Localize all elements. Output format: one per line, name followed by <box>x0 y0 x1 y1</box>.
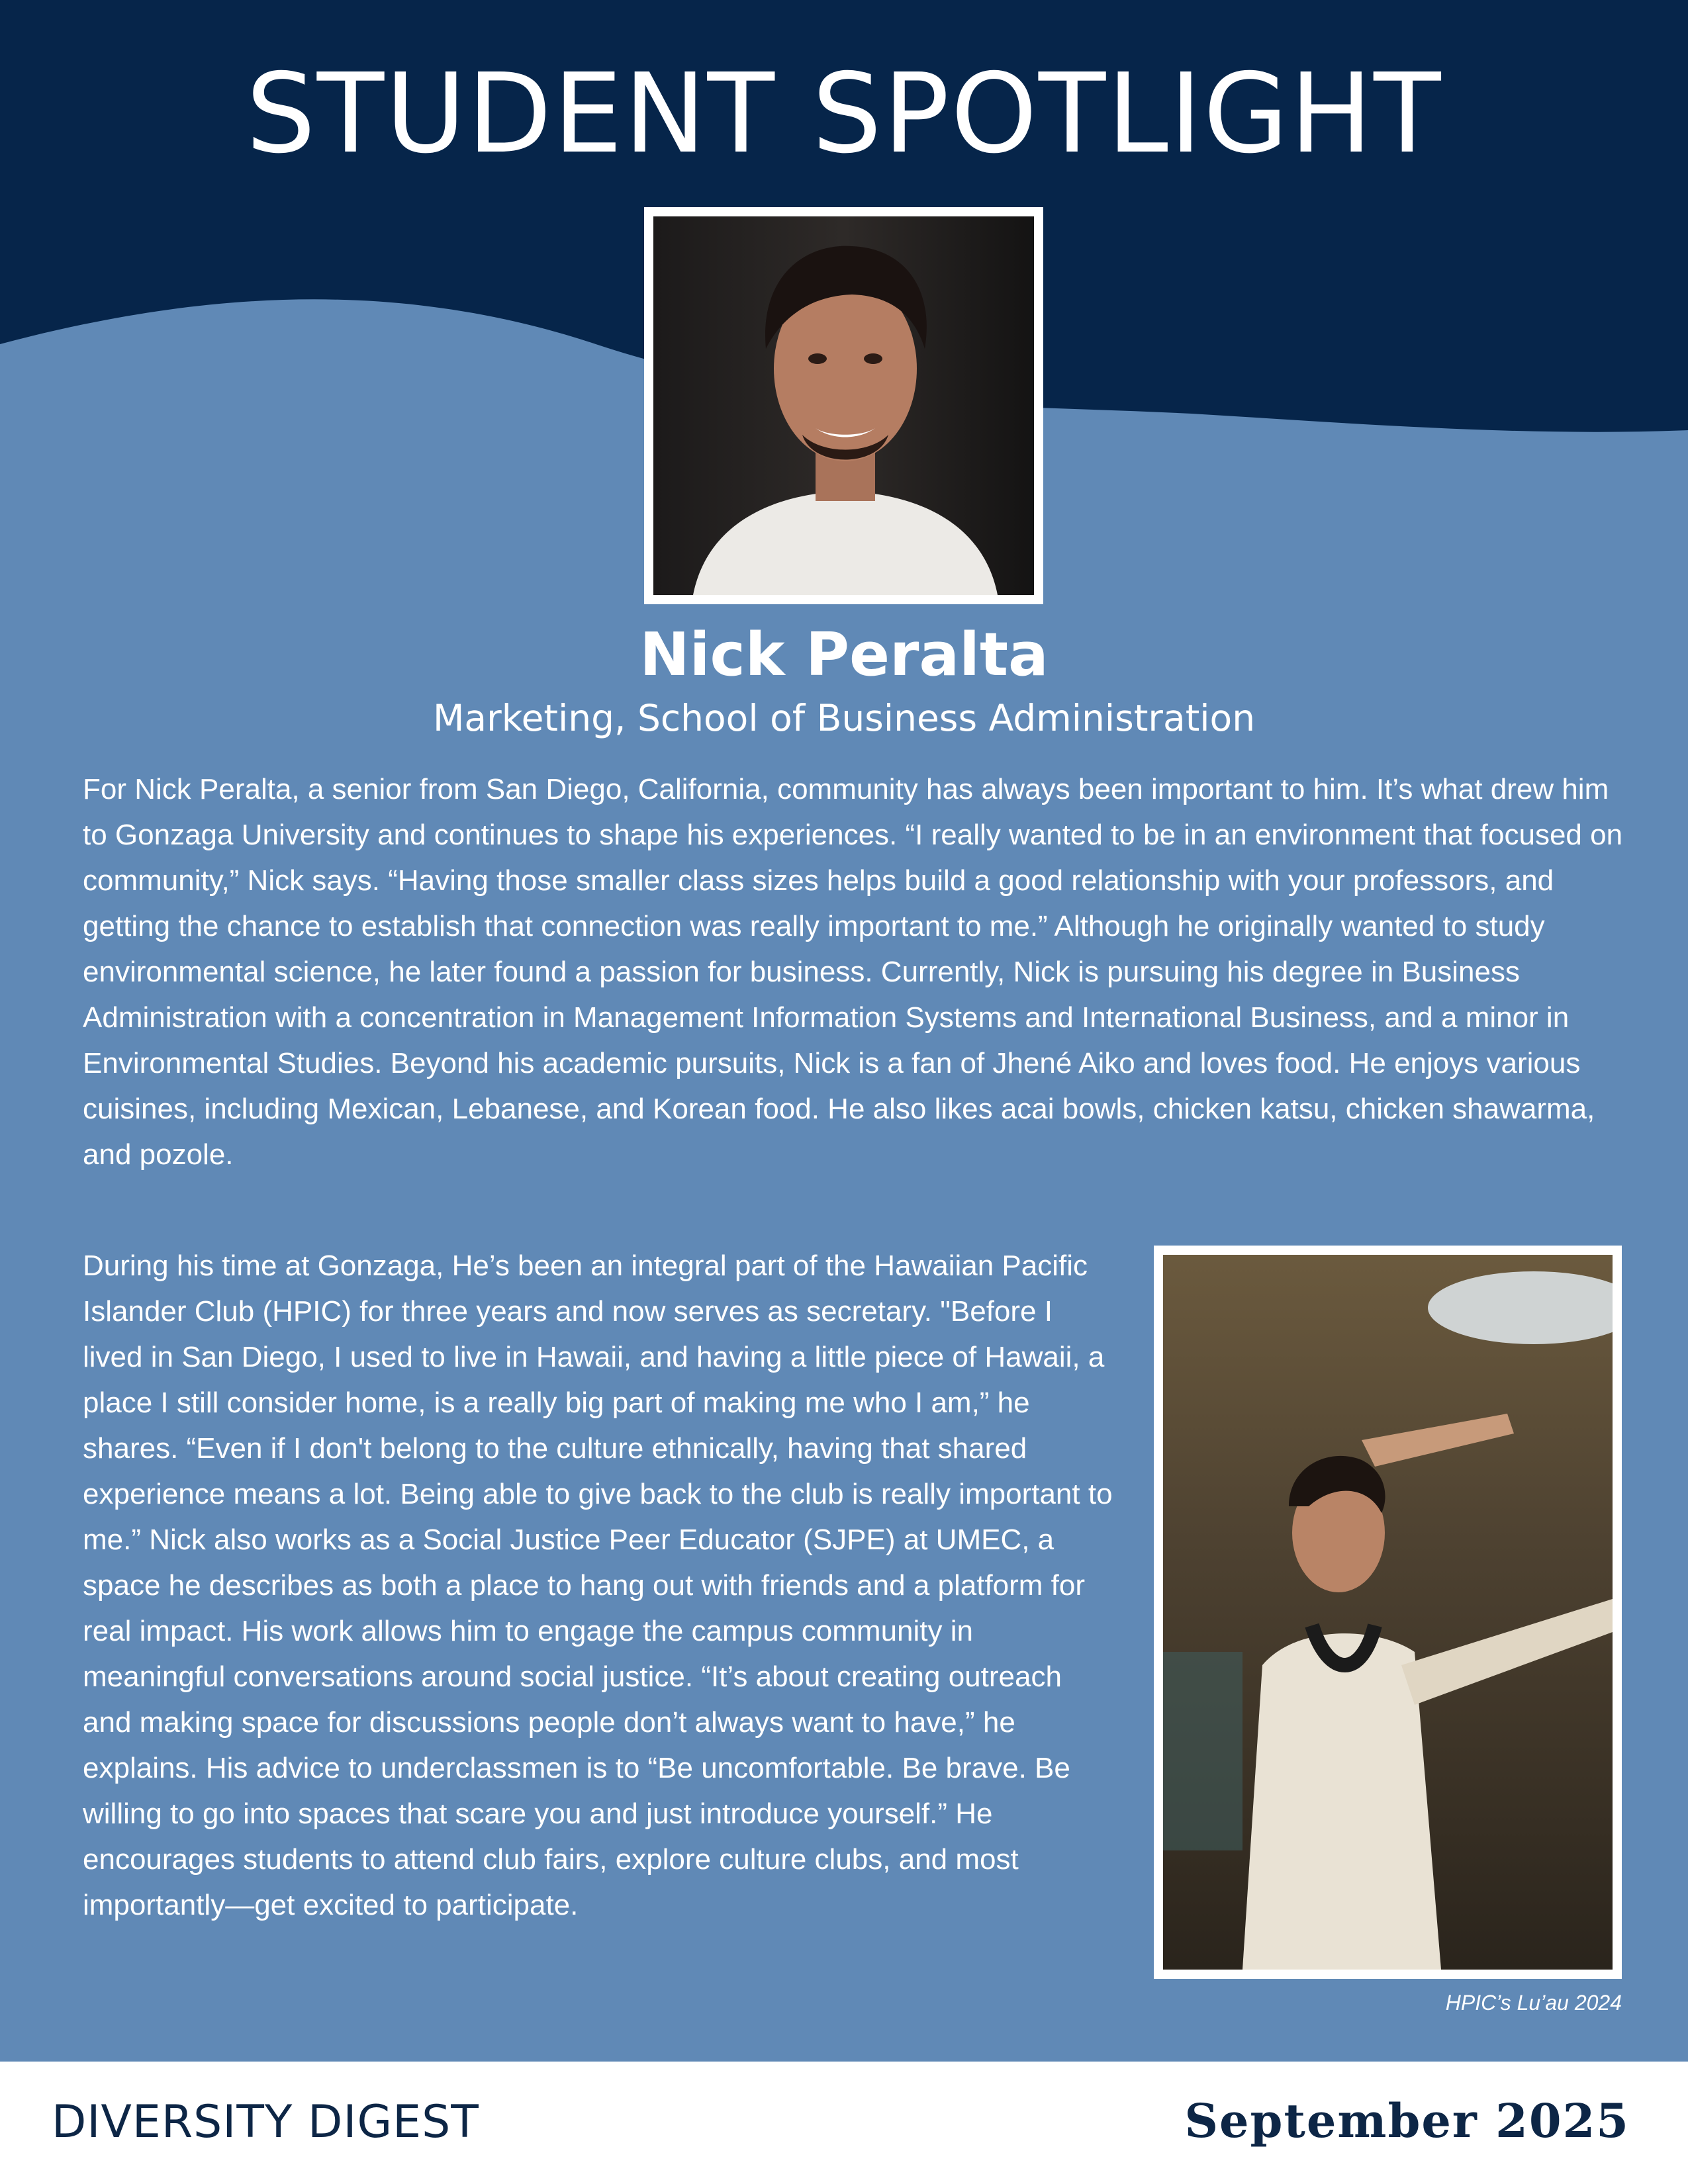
publication-name: DIVERSITY DIGEST <box>52 2096 479 2148</box>
page-title: STUDENT SPOTLIGHT <box>246 50 1442 178</box>
student-name: Nick Peralta <box>639 620 1049 690</box>
article-paragraph-2: During his time at Gonzaga, He’s been an integral part of the Hawaiian Pacific Islander Club (HPIC) for three years and now serves as secretary. "Before I lived in San Diego, I used to live in Hawaii, and having a little piece of Hawaii, a place I still consider home, is a really big part of making me who I am,” he shares. “Even if I don't belong to the culture ethnically, having that shared experience means a lot. Being able to give back to the club is really important to me.” Nick also works as a Social Justice Peer Educator (SJPE) at UMEC, a space he describes as both a place to hang out with friends and a platform for real impact. His work allows him to engage the campus community in meaningful conversations around social justice. “It’s about creating outreach and making space for discussions people don’t always want to have,” he explains. His advice to underclassmen is to “Be uncomfortable. Be brave. Be willing to go into spaces that scare you and just introduce yourself.” He encourages students to attend club fairs, explore culture clubs, and most importantly—get excited to participate. <box>83 1250 1113 1921</box>
footer <box>0 2062 1688 2184</box>
photo-caption: HPIC’s Lu’au 2024 <box>1445 1991 1622 2015</box>
issue-date: September 2025 <box>1184 2093 1630 2148</box>
student-major: Marketing, School of Business Administration <box>432 697 1256 739</box>
portrait-photo <box>644 207 1043 604</box>
luau-photo <box>1154 1246 1622 1979</box>
article-paragraph-1: For Nick Peralta, a senior from San Diego, California, community has always been important to him. It’s what drew him to Gonzaga University and continues to shape his experiences. “I really wanted to be in an environment that focused on community,” Nick says. “Having those smaller class sizes helps build a good relationship with your professors, and getting the chance to establish that connection was really important to me.” Although he originally wanted to study environmental science, he later found a passion for business. Currently, Nick is pursuing his degree in Business Administration with a concentration in Management Information Systems and International Business, and a minor in Environmental Studies. Beyond his academic pursuits, Nick is a fan of Jhené Aiko and loves food. He enjoys various cuisines, including Mexican, Lebanese, and Korean food. He also likes acai bowls, chicken katsu, chicken shawarma, and pozole. <box>83 773 1623 1171</box>
